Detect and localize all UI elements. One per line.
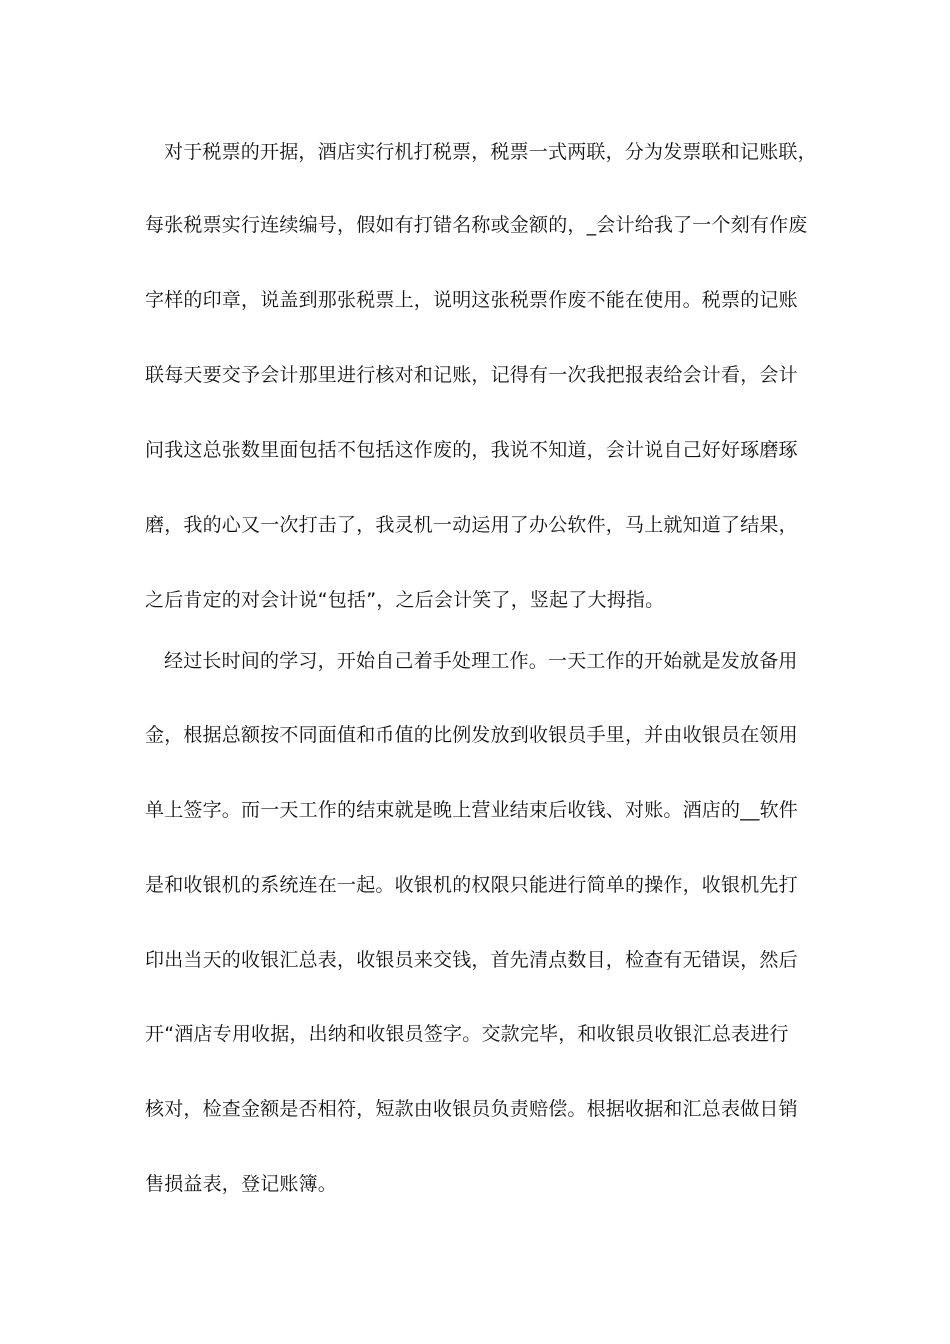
text-line: 磨，我的心又一次打击了，我灵机一动运用了办公软件，马上就知道了结果，	[145, 514, 798, 536]
text-line: 核对，检查金额是否相符，短款由收银员负责赔偿。根据收据和汇总表做日销	[145, 1098, 798, 1120]
text-line: 问我这总张数里面包括不包括这作废的，我说不知道，会计说自己好好琢磨琢	[145, 439, 798, 461]
text-line: 开“酒店专用收据，出纳和收银员签字。交款完毕，和收银员收银汇总表进行	[145, 1023, 789, 1045]
text-line: 是和收银机的系统连在一起。收银机的权限只能进行简单的操作，收银机先打	[145, 874, 798, 896]
text-line: 单上签字。而一天工作的结束就是晚上营业结束后收钱、对账。酒店的__软件	[145, 799, 799, 821]
text-line: 售损益表，登记账簿。	[145, 1173, 338, 1195]
text-line: 每张税票实行连续编号，假如有打错名称或金额的，_会计给我了一个刻有作废	[145, 214, 808, 236]
text-line: 经过长时间的学习，开始自己着手处理工作。一天工作的开始就是发放备用	[164, 650, 798, 672]
text-line: 金，根据总额按不同面值和币值的比例发放到收银员手里，并由收银员在领用	[145, 724, 798, 746]
text-line: 对于税票的开据，酒店实行机打税票，税票一式两联，分为发票联和记账联，	[164, 141, 817, 163]
text-line: 字样的印章，说盖到那张税票上，说明这张税票作废不能在使用。税票的记账	[145, 289, 798, 311]
text-line: 联每天要交予会计那里进行核对和记账，记得有一次我把报表给会计看，会计	[145, 364, 798, 386]
text-line: 之后肯定的对会计说“包括”，之后会计笑了，竖起了大拇指。	[145, 589, 665, 611]
text-line: 印出当天的收银汇总表，收银员来交钱，首先清点数目，检查有无错误，然后	[145, 949, 798, 971]
